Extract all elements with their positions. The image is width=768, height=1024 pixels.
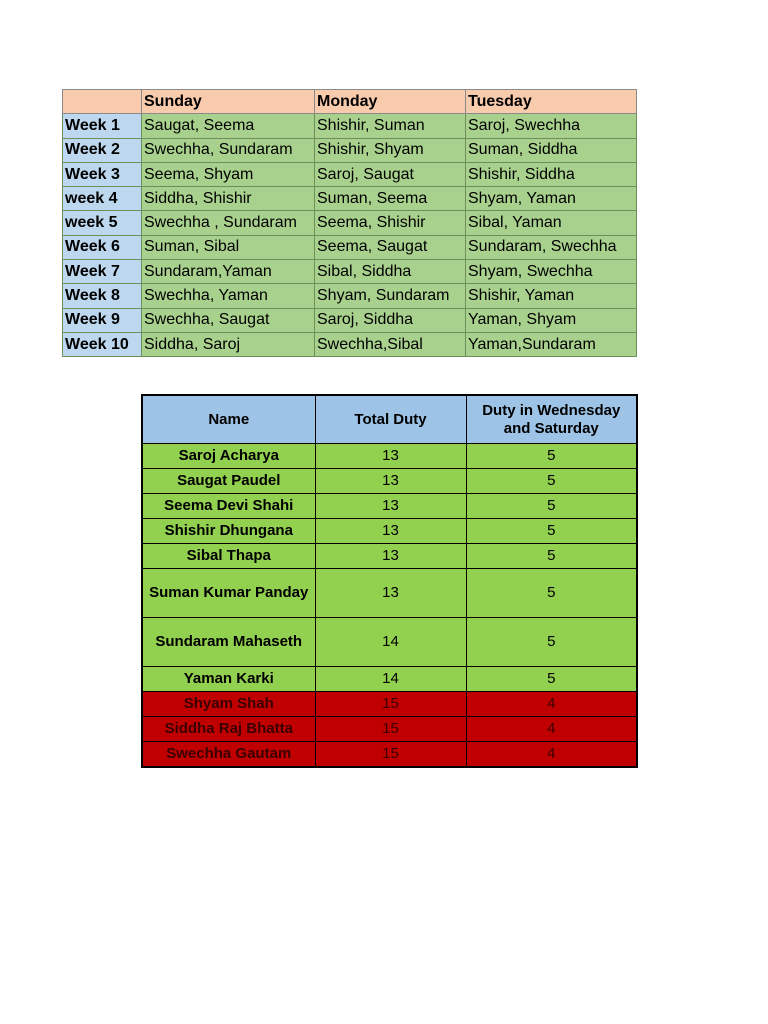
summary-row bbox=[142, 569, 637, 618]
week-label: Week 1 bbox=[63, 114, 142, 138]
person-name: Yaman Karki bbox=[142, 667, 315, 692]
schedule-header-tuesday: Tuesday bbox=[466, 90, 637, 114]
sunday-cell: Swechha, Sundaram bbox=[142, 138, 315, 162]
tuesday-cell: Shyam, Swechha bbox=[466, 260, 637, 284]
schedule-header-corner bbox=[63, 90, 142, 114]
tuesday-cell: Sibal, Yaman bbox=[466, 211, 637, 235]
wed-sat-duty-value: 4 bbox=[466, 692, 637, 717]
schedule-row bbox=[63, 114, 637, 138]
wed-sat-duty-value: 5 bbox=[466, 444, 637, 469]
summary-header-total-duty: Total Duty bbox=[315, 395, 466, 444]
schedule-row bbox=[63, 235, 637, 259]
total-duty-value: 15 bbox=[315, 742, 466, 768]
duty-summary-table bbox=[141, 394, 638, 768]
tuesday-cell: Sundaram, Swechha bbox=[466, 235, 637, 259]
monday-cell: Seema, Saugat bbox=[315, 235, 466, 259]
total-duty-value: 13 bbox=[315, 469, 466, 494]
total-duty-value: 13 bbox=[315, 494, 466, 519]
monday-cell: Seema, Shishir bbox=[315, 211, 466, 235]
summary-row bbox=[142, 519, 637, 544]
wed-sat-duty-value: 5 bbox=[466, 469, 637, 494]
wed-sat-duty-value: 5 bbox=[466, 494, 637, 519]
monday-cell: Shyam, Sundaram bbox=[315, 284, 466, 308]
summary-row bbox=[142, 667, 637, 692]
tuesday-cell: Saroj, Swechha bbox=[466, 114, 637, 138]
total-duty-value: 13 bbox=[315, 519, 466, 544]
schedule-row bbox=[63, 162, 637, 186]
schedule-row bbox=[63, 308, 637, 332]
sunday-cell: Swechha, Saugat bbox=[142, 308, 315, 332]
monday-cell: Shishir, Shyam bbox=[315, 138, 466, 162]
week-label: Week 3 bbox=[63, 162, 142, 186]
schedule-body bbox=[63, 90, 637, 357]
monday-cell: Shishir, Suman bbox=[315, 114, 466, 138]
monday-cell: Saroj, Saugat bbox=[315, 162, 466, 186]
schedule-row bbox=[63, 211, 637, 235]
summary-row bbox=[142, 544, 637, 569]
week-label: Week 10 bbox=[63, 332, 142, 356]
tuesday-cell: Shyam, Yaman bbox=[466, 187, 637, 211]
sunday-cell: Swechha, Yaman bbox=[142, 284, 315, 308]
sunday-cell: Swechha , Sundaram bbox=[142, 211, 315, 235]
summary-row bbox=[142, 717, 637, 742]
person-name: Seema Devi Shahi bbox=[142, 494, 315, 519]
week-label: Week 7 bbox=[63, 260, 142, 284]
summary-row bbox=[142, 444, 637, 469]
total-duty-value: 13 bbox=[315, 569, 466, 618]
sunday-cell: Sundaram,Yaman bbox=[142, 260, 315, 284]
person-name: Sundaram Mahaseth bbox=[142, 618, 315, 667]
total-duty-value: 15 bbox=[315, 717, 466, 742]
sunday-cell: Saugat, Seema bbox=[142, 114, 315, 138]
person-name: Siddha Raj Bhatta bbox=[142, 717, 315, 742]
tuesday-cell: Yaman,Sundaram bbox=[466, 332, 637, 356]
week-label: Week 9 bbox=[63, 308, 142, 332]
summary-row bbox=[142, 618, 637, 667]
total-duty-value: 14 bbox=[315, 618, 466, 667]
schedule-row bbox=[63, 260, 637, 284]
summary-row bbox=[142, 742, 637, 768]
wed-sat-duty-value: 5 bbox=[466, 667, 637, 692]
schedule-row bbox=[63, 284, 637, 308]
tuesday-cell: Shishir, Yaman bbox=[466, 284, 637, 308]
week-label: Week 2 bbox=[63, 138, 142, 162]
person-name: Sibal Thapa bbox=[142, 544, 315, 569]
weekly-schedule-table bbox=[62, 89, 637, 357]
summary-row bbox=[142, 469, 637, 494]
week-label: week 5 bbox=[63, 211, 142, 235]
person-name: Saroj Acharya bbox=[142, 444, 315, 469]
person-name: Shishir Dhungana bbox=[142, 519, 315, 544]
schedule-header-row bbox=[63, 90, 637, 114]
sunday-cell: Siddha, Saroj bbox=[142, 332, 315, 356]
schedule-header-monday: Monday bbox=[315, 90, 466, 114]
monday-cell: Sibal, Siddha bbox=[315, 260, 466, 284]
monday-cell: Swechha,Sibal bbox=[315, 332, 466, 356]
wed-sat-duty-value: 5 bbox=[466, 519, 637, 544]
total-duty-value: 13 bbox=[315, 444, 466, 469]
person-name: Shyam Shah bbox=[142, 692, 315, 717]
week-label: Week 6 bbox=[63, 235, 142, 259]
week-label: week 4 bbox=[63, 187, 142, 211]
wed-sat-duty-value: 5 bbox=[466, 569, 637, 618]
person-name: Suman Kumar Panday bbox=[142, 569, 315, 618]
tuesday-cell: Suman, Siddha bbox=[466, 138, 637, 162]
schedule-row bbox=[63, 138, 637, 162]
schedule-row bbox=[63, 187, 637, 211]
person-name: Swechha Gautam bbox=[142, 742, 315, 768]
schedule-row bbox=[63, 332, 637, 356]
tuesday-cell: Yaman, Shyam bbox=[466, 308, 637, 332]
week-label: Week 8 bbox=[63, 284, 142, 308]
sunday-cell: Seema, Shyam bbox=[142, 162, 315, 186]
wed-sat-duty-value: 5 bbox=[466, 618, 637, 667]
wed-sat-duty-value: 4 bbox=[466, 717, 637, 742]
schedule-header-sunday: Sunday bbox=[142, 90, 315, 114]
summary-body bbox=[142, 395, 637, 767]
total-duty-value: 14 bbox=[315, 667, 466, 692]
wed-sat-duty-value: 5 bbox=[466, 544, 637, 569]
total-duty-value: 15 bbox=[315, 692, 466, 717]
summary-row bbox=[142, 692, 637, 717]
sunday-cell: Siddha, Shishir bbox=[142, 187, 315, 211]
wed-sat-duty-value: 4 bbox=[466, 742, 637, 768]
person-name: Saugat Paudel bbox=[142, 469, 315, 494]
summary-header-wed-sat-duty: Duty in Wednesday and Saturday bbox=[466, 395, 637, 444]
summary-row bbox=[142, 494, 637, 519]
total-duty-value: 13 bbox=[315, 544, 466, 569]
tuesday-cell: Shishir, Siddha bbox=[466, 162, 637, 186]
summary-header-row bbox=[142, 395, 637, 444]
monday-cell: Saroj, Siddha bbox=[315, 308, 466, 332]
summary-header-name: Name bbox=[142, 395, 315, 444]
sunday-cell: Suman, Sibal bbox=[142, 235, 315, 259]
monday-cell: Suman, Seema bbox=[315, 187, 466, 211]
